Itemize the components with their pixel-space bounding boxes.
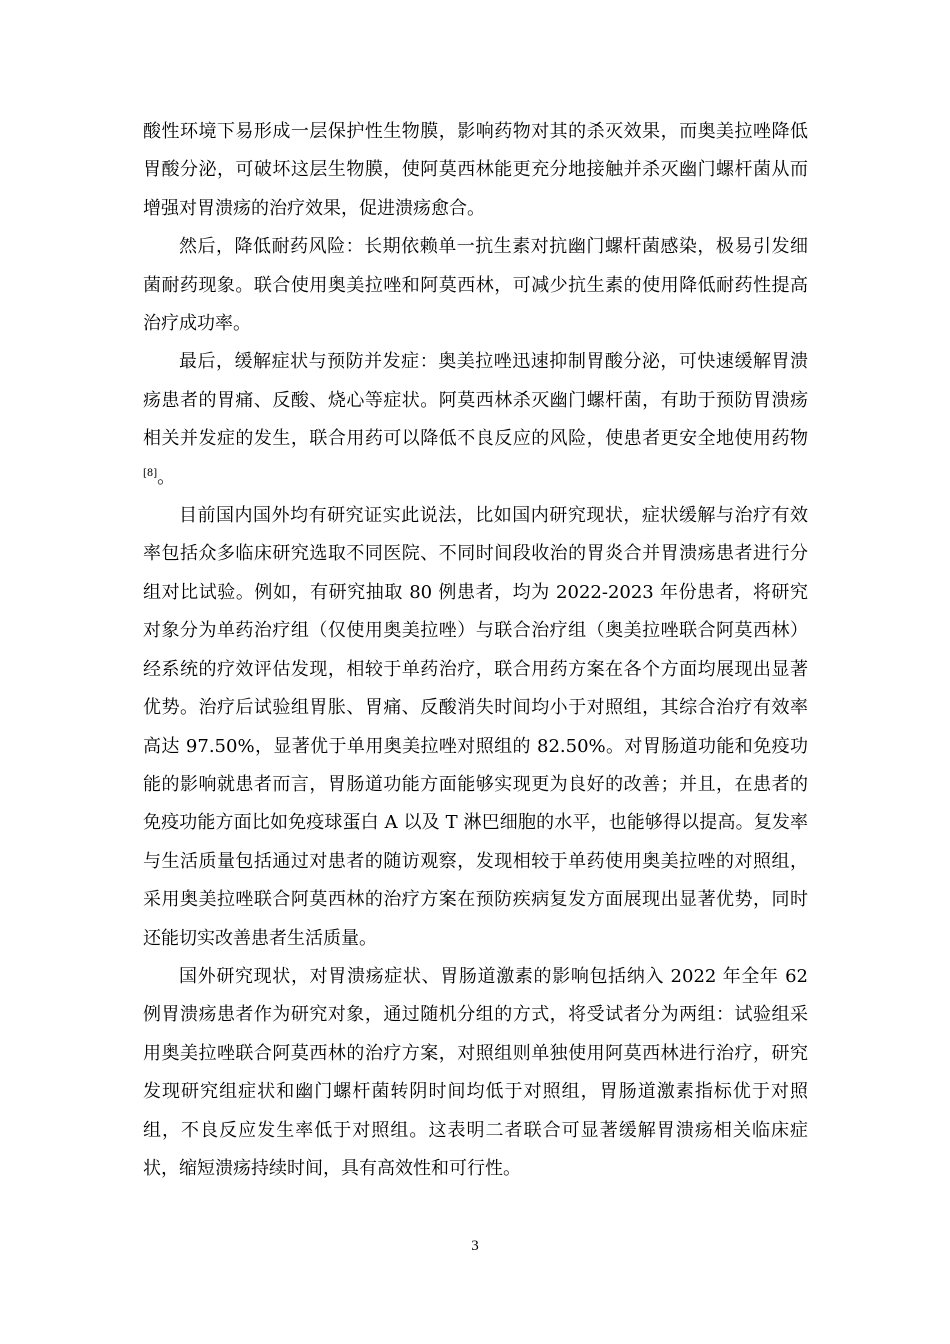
citation-reference[interactable]: [8] (143, 467, 158, 479)
paragraph-4 (143, 497, 808, 958)
paragraph-3 (143, 343, 808, 497)
paragraph-3-end: 。 (157, 466, 176, 488)
paragraph-5 (143, 958, 808, 1188)
paragraph-4-text: 目前国内国外均有研究证实此说法，比如国内研究现状，症状缓解与治疗有效率包括众多临床研究选取不同医院、不同时间段收治的胃炎合并胃溃疡患者进行分组对比试验。例如，有研究抽取 80 例患者，均为 2022-2023 年份患者，将研究对象分为单药治疗组（仅使用奥美拉唑）与联合治疗组（奥美拉唑联合阿莫西林）经系统的疗效评估发现，相较于单药治疗，联合用药方案在各个方面均展现出显著优势。治疗后试验组胃胀、胃痛、反酸消失时间均小于对照组，其综合治疗有效率高达 97.50%，显著优于单用奥美拉唑对照组的 82.50%。对胃肠道功能和免疫功能的影响就患者而言，胃肠道功能方面能够实现更为良好的改善；并且，在患者的免疫功能方面比如免疫球蛋白 A 以及 T 淋巴细胞的水平，也能够得以提高。复发率与生活质量包括通过对患者的随访观察，发现相较于单药使用奥美拉唑的对照组，采用奥美拉唑联合阿莫西林的治疗方案在预防疾病复发方面展现出显著优势，同时还能切实改善患者生活质量。 (143, 505, 808, 949)
paragraph-1-text: 酸性环境下易形成一层保护性生物膜，影响药物对其的杀灭效果，而奥美拉唑降低胃酸分泌，可破坏这层生物膜，使阿莫西林能更充分地接触并杀灭幽门螺杆菌从而增强对胃溃疡的治疗效果，促进溃疡愈合。 (143, 121, 808, 219)
paragraph-2-text: 然后，降低耐药风险：长期依赖单一抗生素对抗幽门螺杆菌感染，极易引发细菌耐药现象。联合使用奥美拉唑和阿莫西林，可减少抗生素的使用降低耐药性提高治疗成功率。 (143, 236, 808, 335)
paragraph-3-text: 最后，缓解症状与预防并发症：奥美拉唑迅速抑制胃酸分泌，可快速缓解胃溃疡患者的胃痛、反酸、烧心等症状。阿莫西林杀灭幽门螺杆菌，有助于预防胃溃疡相关并发症的发生，联合用药可以降低不良反应的风险，使患者更安全地使用药物 (143, 351, 808, 450)
page-number: 3 (471, 1238, 479, 1254)
paragraph-2 (143, 228, 808, 343)
paragraph-5-text: 国外研究现状，对胃溃疡症状、胃肠道激素的影响包括纳入 2022 年全年 62 例胃溃疡患者作为研究对象，通过随机分组的方式，将受试者分为两组：试验组采用奥美拉唑联合阿莫西林的治疗方案，对照组则单独使用阿莫西林进行治疗，研究发现研究组症状和幽门螺杆菌转阴时间均低于对照组，胃肠道激素指标优于对照组，不良反应发生率低于对照组。这表明二者联合可显著缓解胃溃疡相关临床症状，缩短溃疡持续时间，具有高效性和可行性。 (143, 965, 808, 1179)
paragraph-1 (143, 113, 808, 228)
body-text (143, 113, 808, 1188)
